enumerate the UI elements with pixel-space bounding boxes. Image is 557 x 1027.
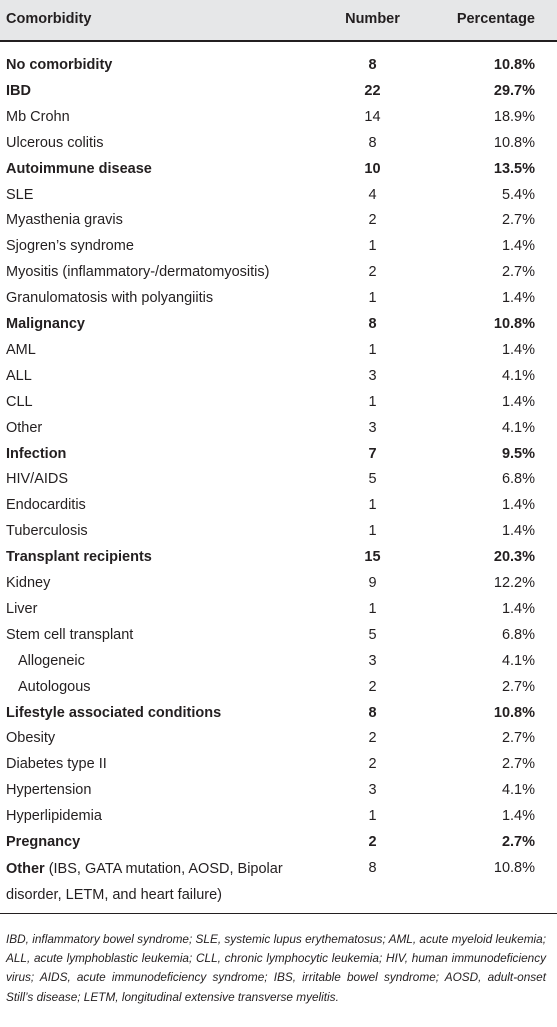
row-label: Autologous <box>18 678 91 695</box>
row-percentage: 2.7% <box>501 756 535 773</box>
row-label: IBD <box>6 82 31 99</box>
row-percentage: 1.4% <box>501 341 535 358</box>
table-row <box>0 520 557 546</box>
row-percentage: 2.7% <box>501 678 535 695</box>
row-number: 4 <box>368 186 377 203</box>
table-row <box>0 54 557 80</box>
row-number: 1 <box>368 341 377 358</box>
table-footnote: IBD, inflammatory bowel syndrome; SLE, systemic lupus erythematosus; AML, acute myeloid leukemia; ALL, acute lymphoblastic leukemia; CLL, chronic lymphocytic leukemia; HIV, human immunodeficiency virus; AIDS, acute immunodeficiency syndrome; IBS, irritable bowel syndrome; AOSD, adult-onset Still’s disease; LETM, longitudinal extensive transverse myelitis. <box>6 932 546 1004</box>
row-percentage: 9.5% <box>501 445 535 462</box>
row-label: Infection <box>6 445 67 462</box>
row-label: No comorbidity <box>6 57 113 73</box>
row-percentage: 4.1% <box>501 367 535 384</box>
table-row <box>0 650 557 676</box>
row-label: Diabetes type II <box>6 756 107 773</box>
row-number: 2 <box>368 678 377 695</box>
row-percentage: 10.8% <box>493 859 535 876</box>
row-label: Autoimmune disease <box>6 160 152 177</box>
table-row <box>0 753 557 779</box>
table-row <box>0 339 557 365</box>
row-number: 3 <box>368 419 377 436</box>
row-label: Allogeneic <box>18 652 85 669</box>
table-row <box>0 546 557 572</box>
table-row <box>0 391 557 417</box>
row-number: 1 <box>368 393 377 410</box>
row-number: 10 <box>364 160 381 177</box>
row-number: 8 <box>368 704 377 721</box>
row-number: 3 <box>368 367 377 384</box>
row-percentage: 1.4% <box>501 808 535 825</box>
row-number: 1 <box>368 600 377 617</box>
header-rule <box>0 40 557 42</box>
row-label: Tuberculosis <box>6 523 88 540</box>
table-row <box>0 443 557 469</box>
row-percentage: 1.4% <box>501 393 535 410</box>
row-percentage: 10.8% <box>493 704 535 721</box>
table-row <box>0 261 557 287</box>
row-number: 2 <box>368 730 377 747</box>
header-percentage: Percentage <box>456 11 535 27</box>
row-number: 2 <box>368 834 377 850</box>
table-row <box>0 365 557 391</box>
row-percentage: 13.5% <box>493 160 535 177</box>
row-percentage: 5.4% <box>501 186 535 203</box>
row-number: 15 <box>364 549 381 566</box>
row-label: HIV/AIDS <box>6 471 69 488</box>
row-percentage: 6.8% <box>501 471 535 488</box>
table-row <box>0 106 557 132</box>
row-number: 3 <box>368 782 377 799</box>
row-number: 5 <box>368 471 377 488</box>
row-label: Pregnancy <box>6 834 81 850</box>
row-number: 2 <box>368 264 377 281</box>
table-row <box>0 494 557 520</box>
table-row <box>0 702 557 728</box>
table-row <box>0 235 557 261</box>
row-label: Mb Crohn <box>6 108 70 125</box>
table-row <box>0 158 557 184</box>
table-row <box>0 184 557 210</box>
table-row <box>0 80 557 106</box>
row-label: SLE <box>6 186 34 203</box>
row-label: Kidney <box>6 575 51 591</box>
row-percentage: 2.7% <box>501 730 535 747</box>
row-label: CLL <box>6 393 33 410</box>
row-percentage: 10.8% <box>493 57 535 73</box>
row-percentage: 10.8% <box>493 316 535 332</box>
table-row <box>0 287 557 313</box>
table-header <box>0 0 557 40</box>
row-number: 1 <box>368 290 377 307</box>
row-percentage: 10.8% <box>493 134 535 151</box>
row-percentage: 2.7% <box>501 212 535 229</box>
row-label: Other <box>6 419 43 436</box>
row-number: 3 <box>368 652 377 669</box>
row-label-bold: Other <box>6 860 45 877</box>
table-row <box>0 624 557 650</box>
table-row <box>0 779 557 805</box>
row-number: 9 <box>368 575 377 591</box>
row-number: 2 <box>368 212 377 229</box>
row-label: Obesity <box>6 730 56 747</box>
row-label: Granulomatosis with polyangiitis <box>6 290 214 307</box>
row-label: Transplant recipients <box>6 549 152 566</box>
row-number: 1 <box>368 238 377 255</box>
table-row <box>0 805 557 831</box>
row-number: 8 <box>368 134 377 151</box>
row-percentage: 20.3% <box>493 549 535 566</box>
row-label: Malignancy <box>6 316 85 332</box>
row-percentage: 29.7% <box>493 82 535 99</box>
row-number: 14 <box>364 108 381 125</box>
row-number: 2 <box>368 756 377 773</box>
table-row-other <box>0 857 557 909</box>
row-label: Lifestyle associated conditions <box>6 704 222 721</box>
row-percentage: 6.8% <box>501 626 535 643</box>
table-row <box>0 313 557 339</box>
table-row <box>0 209 557 235</box>
table-row <box>0 727 557 753</box>
row-number: 1 <box>368 523 377 540</box>
row-number: 5 <box>368 626 377 643</box>
table-bottom-rule <box>0 913 557 914</box>
row-number: 8 <box>368 859 377 876</box>
row-label: Ulcerous colitis <box>6 134 104 151</box>
row-percentage: 4.1% <box>501 652 535 669</box>
table-row <box>0 132 557 158</box>
row-percentage: 1.4% <box>501 497 535 514</box>
row-label: AML <box>6 341 36 358</box>
row-number: 1 <box>368 808 377 825</box>
row-label: Myositis (inflammatory-/dermatomyositis) <box>6 264 270 281</box>
row-percentage: 4.1% <box>501 419 535 436</box>
row-percentage: 1.4% <box>501 238 535 255</box>
table-row <box>0 468 557 494</box>
row-percentage: 18.9% <box>493 108 535 125</box>
row-label: Myasthenia gravis <box>6 212 123 229</box>
table-row <box>0 831 557 857</box>
row-number: 1 <box>368 497 377 514</box>
row-percentage: 12.2% <box>493 575 535 591</box>
header-number: Number <box>345 11 400 27</box>
row-label <box>6 856 306 908</box>
row-number: 8 <box>368 57 377 73</box>
row-label: Liver <box>6 600 38 617</box>
table-row <box>0 598 557 624</box>
row-label: Sjogren’s syndrome <box>6 238 134 255</box>
row-label-rest: (IBS, GATA mutation, AOSD, Bipolar disorder, LETM, and heart failure) <box>6 860 283 903</box>
row-percentage: 1.4% <box>501 600 535 617</box>
row-number: 22 <box>364 82 381 99</box>
row-label: Hyperlipidemia <box>6 808 102 825</box>
row-percentage: 2.7% <box>501 264 535 281</box>
row-percentage: 1.4% <box>501 523 535 540</box>
table-row <box>0 676 557 702</box>
header-comorbidity: Comorbidity <box>6 11 92 27</box>
row-percentage: 2.7% <box>501 834 535 850</box>
row-number: 8 <box>368 316 377 332</box>
row-number: 7 <box>368 445 377 462</box>
table-row <box>0 417 557 443</box>
row-percentage: 1.4% <box>501 290 535 307</box>
row-label: ALL <box>6 367 32 384</box>
row-label: Hypertension <box>6 782 92 799</box>
row-label: Endocarditis <box>6 497 86 514</box>
row-percentage: 4.1% <box>501 782 535 799</box>
row-label: Stem cell transplant <box>6 626 134 643</box>
table-row <box>0 572 557 598</box>
